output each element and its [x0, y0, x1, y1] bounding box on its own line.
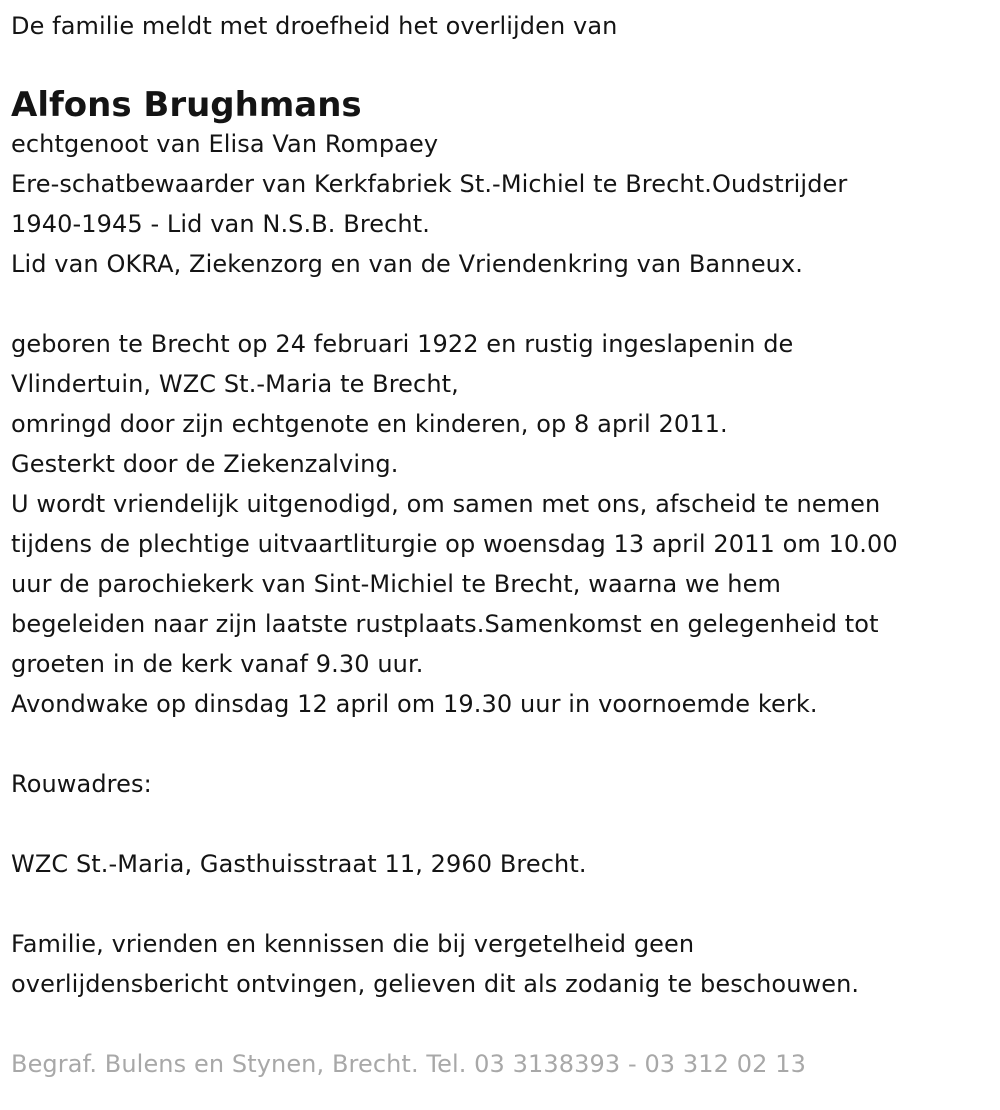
spouse-line: echtgenoot van Elisa Van Rompaey	[11, 130, 439, 158]
announcement-line: Gesterkt door de Ziekenzalving.	[11, 450, 399, 478]
notice-line: Familie, vrienden en kennissen die bij vergetelheid geen	[11, 930, 695, 958]
obituary-notice	[11, 6, 991, 1084]
announcement-line: omringd door zijn echtgenote en kinderen, op 8 april 2011.	[11, 410, 728, 438]
announcement-line: groeten in de kerk vanaf 9.30 uur.	[11, 650, 424, 678]
announcement-line: Avondwake op dinsdag 12 april om 19.30 uur in voornoemde kerk.	[11, 690, 818, 718]
announcement-line: geboren te Brecht op 24 februari 1922 en rustig ingeslapenin de	[11, 330, 794, 358]
announcement-line: Vlindertuin, WZC St.-Maria te Brecht,	[11, 370, 459, 398]
detail-line: 1940-1945 - Lid van N.S.B. Brecht.	[11, 210, 430, 238]
intro-text: De familie meldt met droefheid het overlijden van	[11, 12, 618, 40]
paragraph-spacer	[11, 884, 991, 924]
announcement-line: begeleiden naar zijn laatste rustplaats.Samenkomst en gelegenheid tot	[11, 610, 879, 638]
paragraph-spacer	[11, 1004, 991, 1044]
paragraph-spacer	[11, 724, 991, 764]
deceased-name: Alfons Brughmans	[11, 85, 362, 125]
paragraph-spacer	[11, 804, 991, 844]
mourning-address: WZC St.-Maria, Gasthuisstraat 11, 2960 Brecht.	[11, 850, 587, 878]
announcement-line: U wordt vriendelijk uitgenodigd, om samen met ons, afscheid te nemen	[11, 490, 881, 518]
notice-line: overlijdensbericht ontvingen, gelieven dit als zodanig te beschouwen.	[11, 970, 860, 998]
detail-line: Lid van OKRA, Ziekenzorg en van de Vriendenkring van Banneux.	[11, 250, 804, 278]
paragraph-spacer	[11, 284, 991, 324]
funeral-home-footer: Begraf. Bulens en Stynen, Brecht. Tel. 03 3138393 - 03 312 02 13	[11, 1050, 806, 1078]
announcement-line: tijdens de plechtige uitvaartliturgie op woensdag 13 april 2011 om 10.00	[11, 530, 898, 558]
detail-line: Ere-schatbewaarder van Kerkfabriek St.-Michiel te Brecht.Oudstrijder	[11, 170, 848, 198]
mourning-address-label: Rouwadres:	[11, 770, 152, 798]
announcement-line: uur de parochiekerk van Sint-Michiel te Brecht, waarna we hem	[11, 570, 781, 598]
